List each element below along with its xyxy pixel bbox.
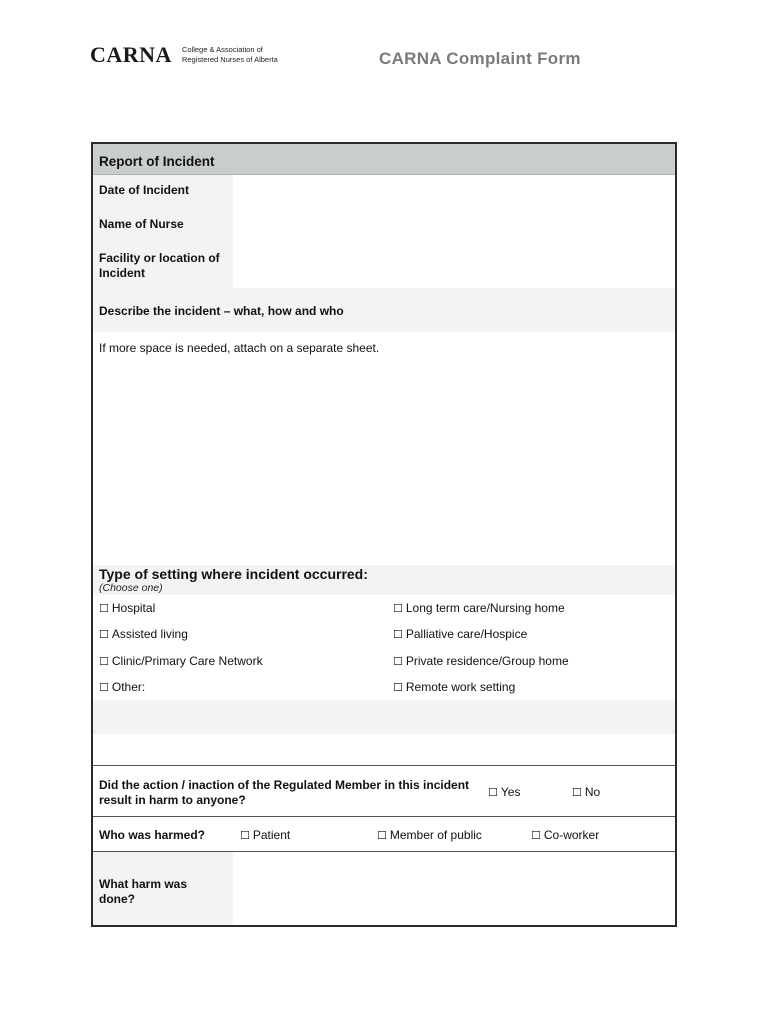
who-option-co-worker[interactable] [531,828,599,842]
what-harm-label: What harm was done? [99,877,188,906]
setting-option-remote-work[interactable] [393,680,515,694]
who-harmed-label: Who was harmed? [99,828,206,842]
incident-form [91,142,677,927]
harm-question: Did the action / inaction of the Regulated Member in this incident result in harm to anyone? [99,778,470,807]
nurse-label: Name of Nurse [99,217,184,231]
date-field[interactable] [233,175,675,209]
section-header: Report of Incident [93,144,675,175]
carna-logo [90,42,278,68]
nurse-name-field[interactable] [233,209,675,243]
checkbox-icon[interactable]: ☐ [99,681,109,694]
describe-field[interactable] [93,332,675,565]
setting-option-label: Remote work setting [405,680,516,694]
who-harmed-row [93,817,675,852]
checkbox-icon[interactable]: ☐ [488,786,498,799]
facility-row [93,243,675,288]
logo-wordmark: CARNA [90,42,172,67]
date-row [93,175,675,209]
checkbox-icon[interactable]: ☐ [99,655,109,668]
date-label-cell [93,175,233,209]
form-title: CARNA Complaint Form [379,49,581,68]
setting-title: Type of setting where incident occurred: [99,566,368,582]
describe-label: Describe the incident – what, how and who [93,288,675,332]
checkbox-icon[interactable]: ☐ [531,829,541,842]
who-option-label: Member of public [389,828,482,842]
setting-header [93,565,675,595]
setting-option-label: Long term care/Nursing home [405,601,565,615]
checkbox-icon[interactable]: ☐ [99,628,109,641]
checkbox-icon[interactable]: ☐ [393,628,403,641]
facility-label-cell [93,243,233,288]
setting-option-private-residence[interactable] [393,654,569,668]
who-option-patient[interactable] [240,828,290,842]
who-option-member-of-public[interactable] [377,828,482,842]
setting-option-assisted-living[interactable] [99,627,188,641]
harm-yes-option[interactable] [488,785,520,799]
setting-option-long-term-care[interactable] [393,601,565,615]
setting-option-label: Clinic/Primary Care Network [111,654,263,668]
logo-subtitle [182,45,278,65]
other-setting-field[interactable] [93,700,675,734]
who-option-label: Co-worker [543,828,600,842]
checkbox-icon[interactable]: ☐ [572,786,582,799]
logo-subtitle-line2: Registered Nurses of Alberta [181,55,278,64]
who-option-label: Patient [252,828,291,842]
setting-option-label: Assisted living [111,627,188,641]
checkbox-icon[interactable]: ☐ [99,602,109,615]
checkbox-icon[interactable]: ☐ [240,829,250,842]
setting-option-clinic[interactable] [99,654,263,668]
setting-option-other[interactable] [99,680,145,694]
checkbox-icon[interactable]: ☐ [377,829,387,842]
blank-row [93,734,675,766]
harm-no-label: No [584,785,601,799]
describe-note: If more space is needed, attach on a separate sheet. [99,341,380,355]
what-harm-label-cell [93,852,233,925]
what-harm-field[interactable] [233,852,675,925]
checkbox-icon[interactable]: ☐ [393,655,403,668]
setting-option-label: Palliative care/Hospice [405,627,528,641]
checkbox-icon[interactable]: ☐ [393,681,403,694]
facility-field[interactable] [233,243,675,288]
setting-hint: (Choose one) [99,582,163,594]
setting-option-palliative[interactable] [393,627,527,641]
harm-yes-label: Yes [500,785,521,799]
setting-option-hospital[interactable] [99,601,155,615]
nurse-row [93,209,675,243]
nurse-label-cell [93,209,233,243]
date-label: Date of Incident [99,183,190,197]
setting-option-label: Other: [111,680,146,694]
setting-option-label: Private residence/Group home [405,654,569,668]
setting-option-label: Hospital [111,601,156,615]
harm-no-option[interactable] [572,785,600,799]
logo-subtitle-line1: College & Association of [181,45,263,54]
harm-row [93,766,675,817]
facility-label: Facility or location of Incident [99,251,220,280]
checkbox-icon[interactable]: ☐ [393,602,403,615]
what-harm-row [93,852,675,925]
